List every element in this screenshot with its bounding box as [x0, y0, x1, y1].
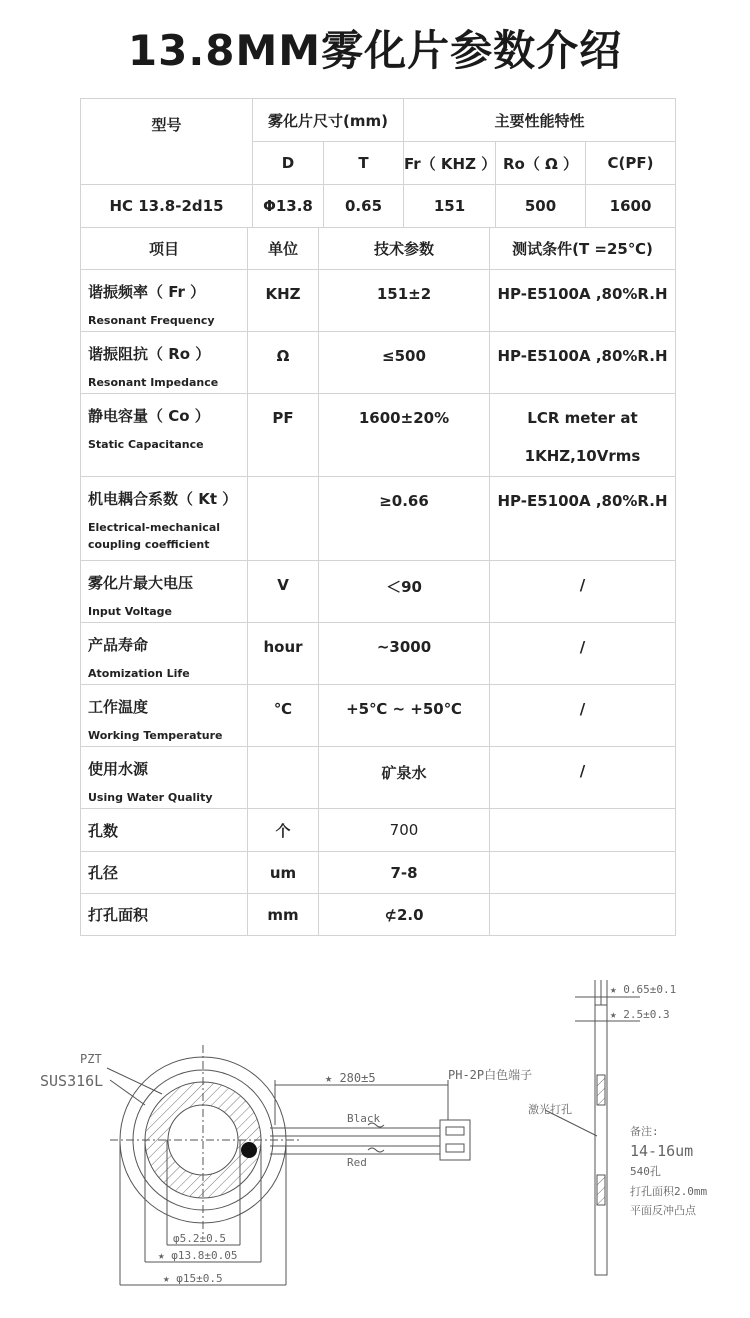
param-unit	[248, 477, 319, 561]
table-row	[81, 852, 676, 894]
param-name: 机电耦合系数（ Kt ）	[88, 490, 238, 508]
param-name-en: Atomization Life	[88, 667, 190, 680]
param-unit: KHZ	[248, 270, 319, 332]
note-hole-area: 打孔面积2.0mm	[630, 1185, 708, 1198]
header-t: T	[324, 142, 404, 185]
header-model: 型号	[81, 99, 253, 185]
page-title: 13.8MM雾化片参数介绍	[127, 26, 623, 75]
dim-outer-label: ★ φ15±0.5	[163, 1272, 223, 1285]
header-ro: Ro（ Ω ）	[496, 142, 586, 185]
red-label: Red	[347, 1156, 367, 1169]
param-name-en: Electrical-mechanical	[88, 521, 221, 534]
note-hole-size: 14-16um	[630, 1142, 694, 1160]
table-row	[81, 809, 676, 852]
side-view-body	[595, 1005, 607, 1275]
header-unit: 单位	[248, 228, 319, 270]
param-cond: HP-E5100A ,80%R.H	[490, 477, 676, 561]
param-cond-line2: 1KHZ,10Vrms	[524, 447, 641, 465]
param-unit: ℃	[248, 685, 319, 747]
table-row	[81, 623, 676, 685]
param-unit: mm	[248, 894, 319, 936]
param-unit: Ω	[248, 332, 319, 394]
sus-label: SUS316L	[40, 1072, 104, 1090]
param-cond	[490, 394, 676, 477]
fr-value: 151	[404, 185, 496, 228]
param-unit: hour	[248, 623, 319, 685]
table-row	[81, 747, 676, 809]
param-cond	[490, 809, 676, 852]
param-name-en: Working Temperature	[88, 729, 223, 742]
param-name-en: Resonant Frequency	[88, 314, 215, 327]
table-row	[81, 685, 676, 747]
laser-label: 激光打孔	[528, 1103, 572, 1116]
header-size: 雾化片尺寸(mm)	[253, 99, 404, 142]
param-unit: 个	[248, 809, 319, 852]
param-name-en: Input Voltage	[88, 605, 172, 618]
d-value: Φ13.8	[253, 185, 324, 228]
param-name: 使用水源	[88, 760, 149, 778]
param-value: 700	[319, 809, 490, 852]
param-name-en: Using Water Quality	[88, 791, 213, 804]
c-value: 1600	[586, 185, 676, 228]
param-cond-line1: LCR meter at	[527, 409, 638, 427]
wire-length-label: ★ 280±5	[325, 1071, 376, 1085]
params-table	[80, 227, 676, 936]
table-row	[81, 477, 676, 561]
param-name-en: Resonant Impedance	[88, 376, 219, 389]
note-flat: 平面反冲凸点	[630, 1204, 696, 1217]
param-value: ≤500	[319, 332, 490, 394]
param-cond: HP-E5100A ,80%R.H	[490, 332, 676, 394]
spec-table	[80, 98, 676, 228]
param-value: 矿泉水	[319, 747, 490, 809]
param-name: 谐振阻抗（ Ro ）	[88, 345, 211, 363]
header-performance: 主要性能特性	[404, 99, 676, 142]
technical-drawing	[0, 960, 750, 1318]
dim-mid-label: ★ φ13.8±0.05	[158, 1249, 238, 1262]
param-name: 雾化片最大电压	[88, 574, 194, 592]
param-value: 1600±20%	[319, 394, 490, 477]
note-title: 备注:	[630, 1125, 659, 1138]
param-name: 工作温度	[88, 698, 149, 716]
param-cond	[490, 894, 676, 936]
param-value: ~3000	[319, 623, 490, 685]
param-cond: /	[490, 561, 676, 623]
note-hole-count: 540孔	[630, 1165, 661, 1178]
table-row	[81, 561, 676, 623]
param-value: 151±2	[319, 270, 490, 332]
pzt-label: PZT	[80, 1052, 102, 1066]
header-d: D	[253, 142, 324, 185]
model-value: HC 13.8-2d15	[81, 185, 253, 228]
param-value: 7-8	[319, 852, 490, 894]
t-value: 0.65	[324, 185, 404, 228]
connector-label: PH-2P白色端子	[448, 1068, 533, 1082]
thickness-label: ★ 0.65±0.1	[610, 983, 677, 996]
param-value: ≥0.66	[319, 477, 490, 561]
black-label: Black	[347, 1112, 381, 1125]
height-label: ★ 2.5±0.3	[610, 1008, 670, 1021]
table-row	[81, 332, 676, 394]
param-value: +5℃ ~ +50℃	[319, 685, 490, 747]
dim-inner-label: φ5.2±0.5	[173, 1232, 226, 1245]
table-row	[81, 394, 676, 477]
table-row	[81, 894, 676, 936]
param-name: 打孔面积	[88, 906, 149, 924]
param-name: 静电容量（ Co ）	[88, 407, 210, 425]
param-value: ⊄2.0	[319, 894, 490, 936]
pzt-leader	[107, 1068, 162, 1094]
param-name: 产品寿命	[88, 636, 149, 654]
param-name: 孔径	[88, 864, 119, 882]
param-value: ＜90	[319, 561, 490, 623]
connector-ph2p	[440, 1120, 470, 1160]
param-unit: um	[248, 852, 319, 894]
param-unit: V	[248, 561, 319, 623]
param-cond	[490, 852, 676, 894]
param-name: 孔数	[88, 821, 119, 840]
param-name-en-2: coupling coefficient	[88, 538, 210, 551]
header-c: C(PF)	[586, 142, 676, 185]
param-cond: HP-E5100A ,80%R.H	[490, 270, 676, 332]
param-unit	[248, 747, 319, 809]
solder-point	[241, 1142, 257, 1158]
param-unit: PF	[248, 394, 319, 477]
param-name: 谐振频率（ Fr ）	[88, 283, 206, 301]
param-name-en: Static Capacitance	[88, 438, 204, 451]
header-item: 项目	[81, 228, 248, 270]
param-cond: /	[490, 685, 676, 747]
param-cond: /	[490, 747, 676, 809]
header-tech: 技术参数	[319, 228, 490, 270]
ro-value: 500	[496, 185, 586, 228]
header-cond: 测试条件(T =25℃)	[490, 228, 676, 270]
param-cond: /	[490, 623, 676, 685]
table-row	[81, 270, 676, 332]
header-fr: Fr（ KHZ ）	[404, 142, 496, 185]
